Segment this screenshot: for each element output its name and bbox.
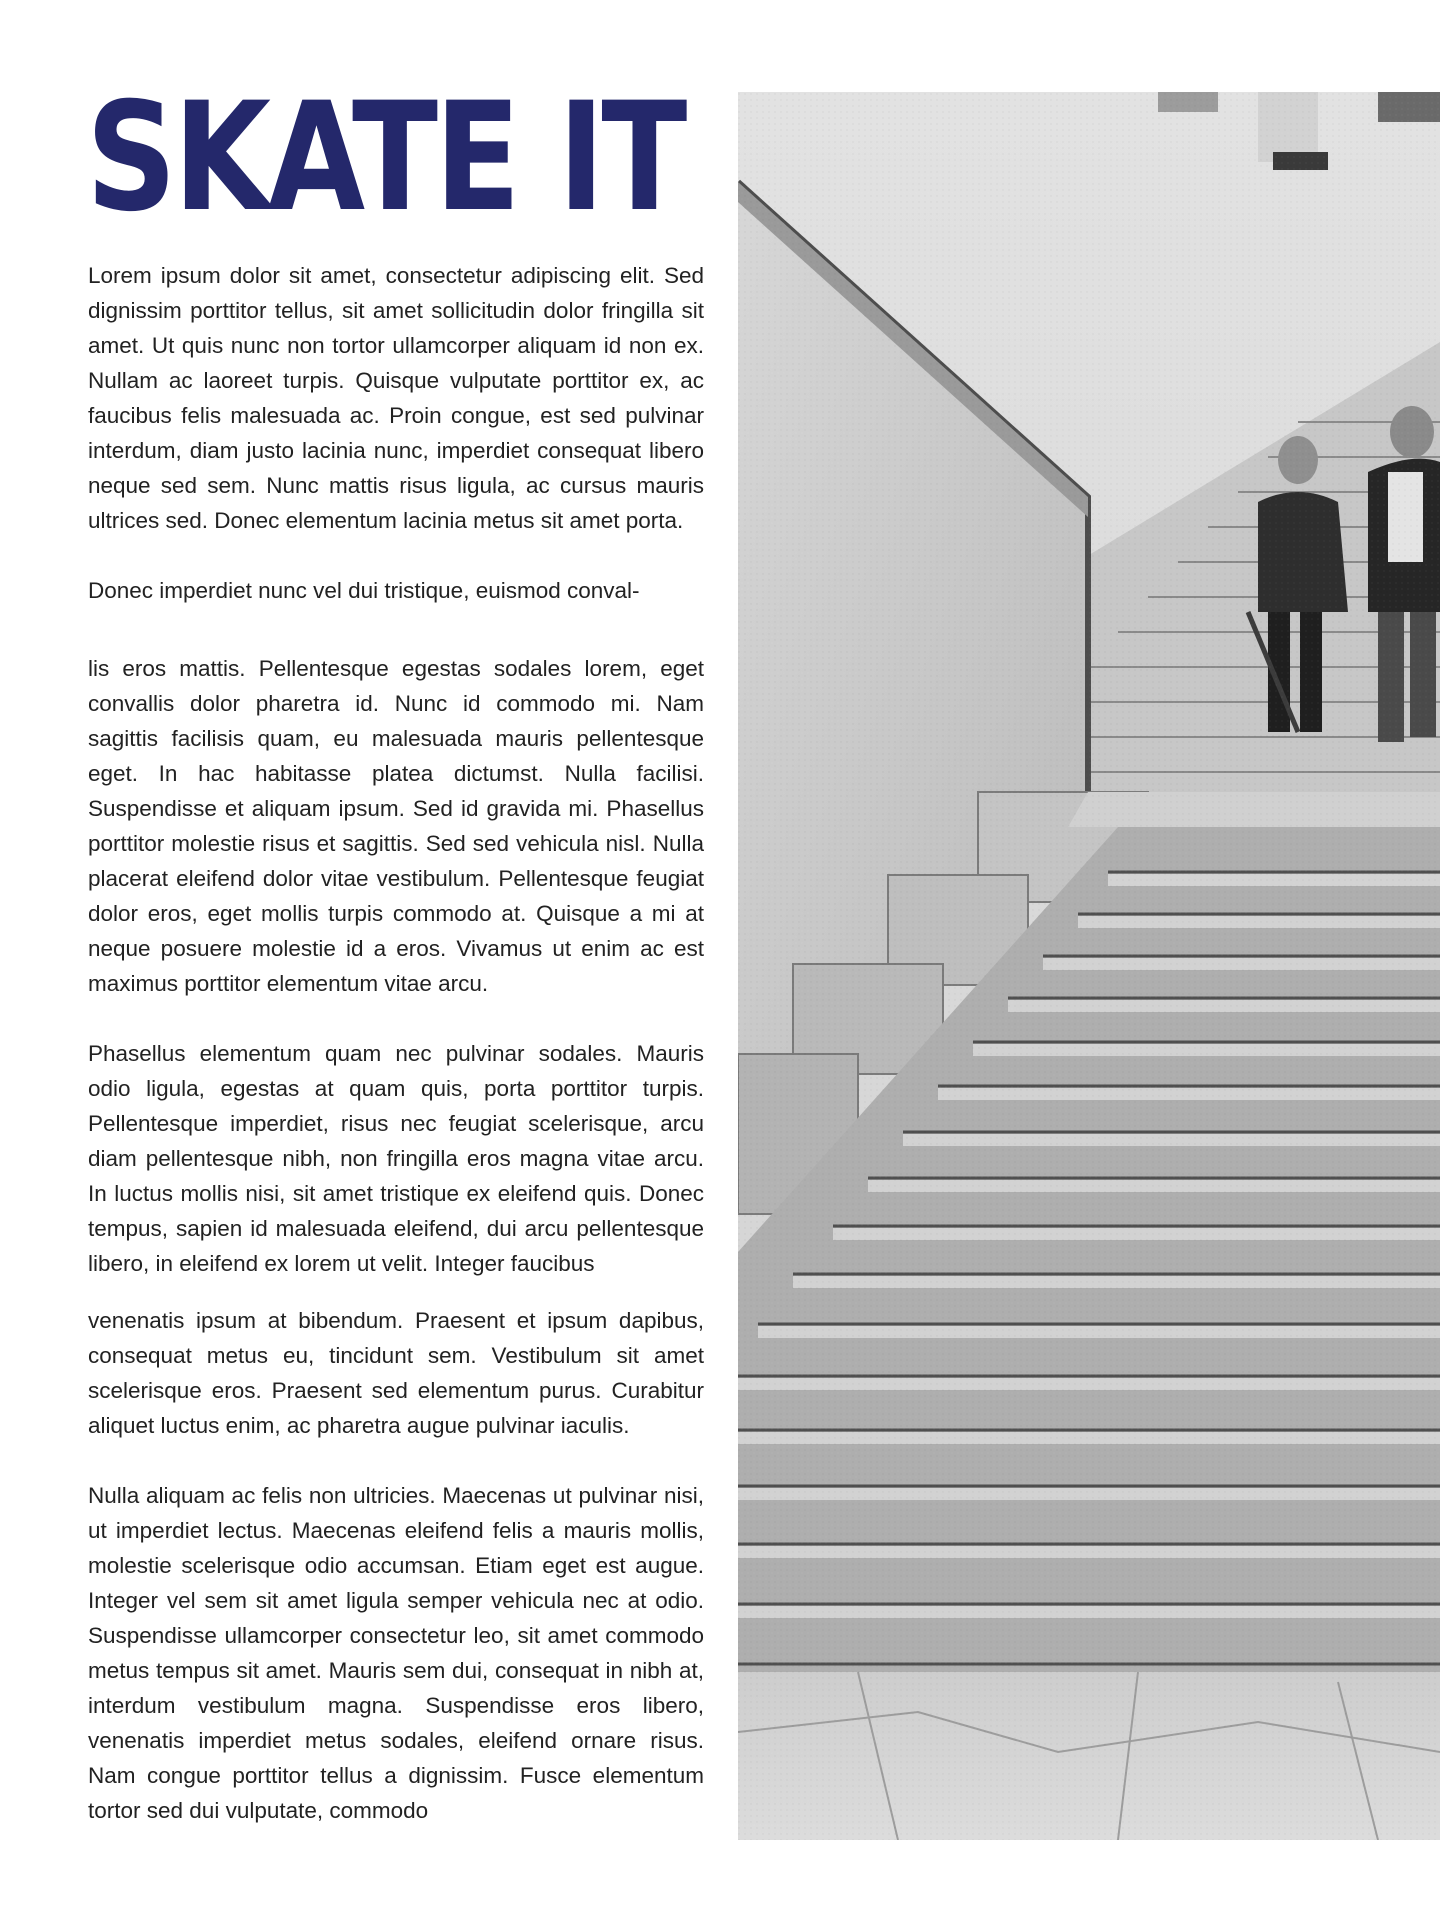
paragraph-1: Lorem ipsum dolor sit amet, consectetur adipiscing elit. Sed dignissim porttitor tellus, sit amet sollicitudin dolor fringilla sit amet. Ut quis nunc non tortor ullamcorper aliquam id non ex. Nullam ac laoreet turpis. Quisque vulputate porttitor ex, ac faucibus felis malesuada ac. Proin congue, est sed pulvinar interdum, diam justo lacinia nunc, imperdiet consequat libero neque sed sem. Nunc mattis risus ligula, ac cursus mauris ultrices sed. Donec elementum lacinia metus sit amet porta. [88, 263, 704, 533]
paragraph-4: Phasellus elementum quam nec pulvinar sodales. Mauris odio ligula, egestas at quam quis, porta porttitor turpis. Pellentesque imperdiet, risus nec feugiat scelerisque, arcu diam pellentesque nibh, non fringilla eros magna vitae arcu. In luctus mollis nisi, sit amet tristique ex eleifend quis. Donec tempus, sapien id malesuada eleifend, dui arcu pellentesque libero, in eleifend ex lorem ut velit. Integer faucibus [88, 1041, 704, 1276]
paragraph-2: Donec imperdiet nunc vel dui tristique, euismod conval- [88, 578, 640, 603]
article-body [88, 258, 704, 1828]
paragraph-5: venenatis ipsum at bibendum. Praesent et ipsum dapibus, consequat metus eu, tincidunt sem. Vestibulum sit amet scelerisque eros. Praesent sed elementum purus. Curabitur aliquet luctus enim, ac pharetra augue pulvinar iaculis. [88, 1308, 704, 1438]
article-title: SKATE IT [86, 71, 684, 245]
paragraph-6: Nulla aliquam ac felis non ultricies. Maecenas ut pulvinar nisi, ut imperdiet lectus. Maecenas eleifend felis a mauris mollis, molestie scelerisque odio accumsan. Etiam eget est augue. Integer vel sem sit amet ligula semper vehicula nec at odio. Suspendisse ullamcorper consectetur leo, sit amet commodo metus tempus sit amet. Mauris sem dui, consequat in nibh at, interdum vestibulum magna. Suspendisse eros libero, venenatis imperdiet metus sodales, eleifend ornare risus. Nam congue porttitor tellus a dignissim. Fusce elementum tortor sed dui vulputate, commodo [88, 1483, 704, 1823]
stairs-photo [738, 92, 1440, 1840]
stairs-photo-illustration [738, 92, 1440, 1840]
paragraph-3: lis eros mattis. Pellentesque egestas sodales lorem, eget convallis dolor pharetra id. Nunc id commodo mi. Nam sagittis facilisis quam, eu malesuada mauris pellentesque eget. In hac habitasse platea dictumst. Nulla facilisi. Suspendisse et aliquam ipsum. Sed id gravida mi. Phasellus porttitor molestie risus et sagittis. Sed sed vehicula nisl. Nulla placerat eleifend dolor vitae vestibulum. Pellentesque feugiat dolor eros, eget mollis turpis commodo at. Quisque a mi at neque posuere molestie id a eros. Vivamus ut enim ac est maximus porttitor elementum vitae arcu. [88, 656, 704, 996]
